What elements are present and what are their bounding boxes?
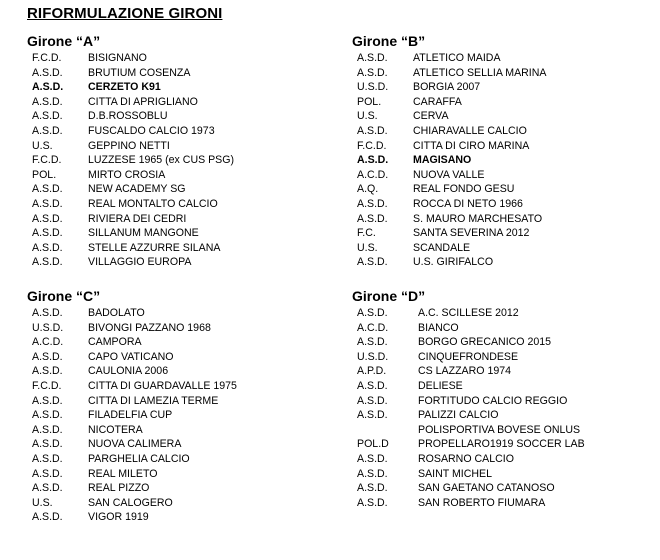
club-name: FORTITUDO CALCIO REGGIO <box>418 394 568 407</box>
group-b <box>352 32 652 270</box>
club-name: ATLETICO SELLIA MARINA <box>413 66 547 79</box>
club-row <box>27 168 327 183</box>
club-name: MIRTO CROSIA <box>88 168 166 181</box>
club-row <box>352 226 652 241</box>
club-name: NEW ACADEMY SG <box>88 183 186 196</box>
club-type-abbreviation: A.S.D. <box>32 212 63 225</box>
group-b-title: Girone “B” <box>352 33 426 49</box>
club-type-abbreviation: A.S.D. <box>32 256 63 269</box>
club-name: CAMPORA <box>88 336 142 349</box>
club-type-abbreviation: U.S.D. <box>32 321 64 334</box>
club-type-abbreviation: A.S.D. <box>357 124 388 137</box>
club-type-abbreviation: U.S. <box>357 241 378 254</box>
club-type-abbreviation: F.C.D. <box>32 379 62 392</box>
club-type-abbreviation: A.S.D. <box>32 409 63 422</box>
club-type-abbreviation: A.C.D. <box>32 336 64 349</box>
club-row <box>27 66 327 81</box>
club-type-abbreviation: A.S.D. <box>32 482 63 495</box>
group-d <box>352 287 652 510</box>
club-name: SAINT MICHEL <box>418 467 492 480</box>
club-name: MAGISANO <box>413 154 472 167</box>
club-name: BIANCO <box>418 321 459 334</box>
club-name: BORGO GRECANICO 2015 <box>418 336 552 349</box>
group-a-title: Girone “A” <box>27 33 101 49</box>
group-d-title: Girone “D” <box>352 288 426 304</box>
club-name: SAN GAETANO CATANOSO <box>418 482 555 495</box>
group-a-club-list <box>27 51 327 270</box>
club-type-abbreviation: A.S.D. <box>357 496 388 509</box>
club-name: LUZZESE 1965 (ex CUS PSG) <box>88 154 235 167</box>
club-type-abbreviation: U.S.D. <box>357 350 389 363</box>
club-name: BADOLATO <box>88 307 145 319</box>
club-name: SILLANUM MANGONE <box>88 227 199 240</box>
club-name: NUOVA VALLE <box>413 168 485 181</box>
club-row <box>352 496 652 511</box>
club-type-abbreviation: A.S.D. <box>32 467 63 480</box>
club-type-abbreviation: A.S.D. <box>32 365 63 378</box>
club-name: STELLE AZZURRE SILANA <box>88 241 221 254</box>
club-row <box>352 321 652 336</box>
club-name: BORGIA 2007 <box>413 81 481 94</box>
club-type-abbreviation: A.S.D. <box>32 307 63 319</box>
club-type-abbreviation: A.S.D. <box>357 154 389 167</box>
club-row <box>352 241 652 256</box>
club-type-abbreviation: U.S. <box>32 139 53 152</box>
club-type-abbreviation: A.S.D. <box>32 241 63 254</box>
club-type-abbreviation: A.S.D. <box>357 197 388 210</box>
club-name: ROSARNO CALCIO <box>418 452 514 465</box>
club-row <box>27 394 327 409</box>
club-row <box>352 109 652 124</box>
club-row <box>27 124 327 139</box>
club-type-abbreviation: A.S.D. <box>357 452 388 465</box>
club-row <box>27 467 327 482</box>
club-row <box>27 182 327 197</box>
club-name: SCANDALE <box>413 241 471 254</box>
club-row <box>352 379 652 394</box>
club-type-abbreviation: A.S.D. <box>32 511 63 524</box>
club-row <box>27 423 327 438</box>
club-name: S. MAURO MARCHESATO <box>413 212 543 225</box>
club-row <box>27 51 327 66</box>
club-type-abbreviation: F.C.D. <box>32 52 62 64</box>
club-type-abbreviation: A.S.D. <box>357 394 388 407</box>
club-type-abbreviation: A.S.D. <box>32 124 63 137</box>
club-type-abbreviation: A.S.D. <box>32 95 63 108</box>
club-row <box>352 394 652 409</box>
club-row <box>27 350 327 365</box>
club-type-abbreviation: A.S.D. <box>32 438 63 451</box>
club-name: ATLETICO MAIDA <box>413 52 501 64</box>
club-type-abbreviation: A.S.D. <box>32 394 63 407</box>
club-name: CITTA DI CIRO MARINA <box>413 139 530 152</box>
club-row <box>27 481 327 496</box>
club-name: RIVIERA DEI CEDRI <box>88 212 187 225</box>
club-type-abbreviation: U.S. <box>357 110 378 123</box>
club-name: CITTA DI LAMEZIA TERME <box>88 394 219 407</box>
club-row <box>27 80 327 95</box>
club-name: POLISPORTIVA BOVESE ONLUS <box>418 423 581 436</box>
club-type-abbreviation: A.S.D. <box>357 212 388 225</box>
club-type-abbreviation: A.S.D. <box>32 81 64 94</box>
club-row <box>352 335 652 350</box>
club-name: CERZETO K91 <box>88 81 161 94</box>
club-name: GEPPINO NETTI <box>88 139 170 152</box>
group-d-club-list <box>352 306 652 510</box>
club-type-abbreviation: A.S.D. <box>32 227 63 240</box>
club-name: FUSCALDO CALCIO 1973 <box>88 124 215 137</box>
club-row <box>27 437 327 452</box>
club-type-abbreviation: F.C. <box>357 227 376 240</box>
club-row <box>352 437 652 452</box>
club-type-abbreviation: A.S.D. <box>32 183 63 196</box>
group-c <box>27 287 327 525</box>
club-name: CERVA <box>413 110 449 123</box>
club-name: VILLAGGIO EUROPA <box>88 256 192 269</box>
club-type-abbreviation: A.S.D. <box>357 307 388 319</box>
club-type-abbreviation: A.S.D. <box>357 482 388 495</box>
club-name: BIVONGI PAZZANO 1968 <box>88 321 211 334</box>
club-type-abbreviation: A.Q. <box>357 183 379 196</box>
club-type-abbreviation: A.S.D. <box>357 336 388 349</box>
group-c-title: Girone “C” <box>27 288 101 304</box>
club-row <box>352 124 652 139</box>
club-row <box>27 364 327 379</box>
club-name: SANTA SEVERINA 2012 <box>413 227 530 240</box>
club-name: REAL PIZZO <box>88 482 150 495</box>
club-name: CARAFFA <box>413 95 462 108</box>
club-name: FILADELFIA CUP <box>88 409 173 422</box>
club-row <box>352 95 652 110</box>
club-row <box>27 321 327 336</box>
club-name: ROCCA DI NETO 1966 <box>413 197 523 210</box>
club-row <box>27 408 327 423</box>
club-type-abbreviation: A.S.D. <box>357 379 388 392</box>
club-row <box>27 379 327 394</box>
club-row <box>27 510 327 525</box>
club-name: PARGHELIA CALCIO <box>88 452 190 465</box>
club-row <box>27 335 327 350</box>
club-row <box>352 153 652 168</box>
club-name: SAN ROBERTO FIUMARA <box>418 496 546 509</box>
club-row <box>352 408 652 423</box>
club-name: NUOVA CALIMERA <box>88 438 182 451</box>
club-name: VIGOR 1919 <box>88 511 149 524</box>
club-row <box>27 306 327 321</box>
club-row <box>27 241 327 256</box>
club-name: PALIZZI CALCIO <box>418 409 499 422</box>
club-type-abbreviation: A.S.D. <box>357 66 388 79</box>
club-row <box>27 95 327 110</box>
club-row <box>27 452 327 467</box>
club-row <box>352 66 652 81</box>
club-row <box>352 255 652 270</box>
club-name: REAL MILETO <box>88 467 158 480</box>
club-name: CITTA DI APRIGLIANO <box>88 95 198 108</box>
club-name: PROPELLARO1919 SOCCER LAB <box>418 438 585 451</box>
club-row <box>27 496 327 511</box>
club-name: BRUTIUM COSENZA <box>88 66 191 79</box>
club-row <box>352 168 652 183</box>
club-name: CINQUEFRONDESE <box>418 350 519 363</box>
club-type-abbreviation: POL. <box>357 95 382 108</box>
club-name: NICOTERA <box>88 423 143 436</box>
club-type-abbreviation: F.C.D. <box>32 154 62 167</box>
club-row <box>352 452 652 467</box>
club-type-abbreviation: POL.D <box>357 438 389 451</box>
club-row <box>352 350 652 365</box>
club-name: D.B.ROSSOBLU <box>88 110 168 123</box>
club-type-abbreviation: POL. <box>32 168 57 181</box>
club-type-abbreviation: A.S.D. <box>32 66 63 79</box>
club-name: CAULONIA 2006 <box>88 365 169 378</box>
club-type-abbreviation: A.S.D. <box>357 256 388 269</box>
club-name: REAL MONTALTO CALCIO <box>88 197 218 210</box>
club-type-abbreviation: A.S.D. <box>32 110 63 123</box>
club-row <box>27 139 327 154</box>
document-title: RIFORMULAZIONE GIRONI <box>27 5 223 22</box>
club-row <box>27 153 327 168</box>
club-type-abbreviation: A.S.D. <box>357 467 388 480</box>
club-type-abbreviation: A.S.D. <box>32 452 63 465</box>
group-c-club-list <box>27 306 327 525</box>
club-type-abbreviation: A.S.D. <box>32 350 63 363</box>
club-name: CHIARAVALLE CALCIO <box>413 124 527 137</box>
club-type-abbreviation: A.S.D. <box>32 197 63 210</box>
club-name: DELIESE <box>418 379 463 392</box>
club-name: BISIGNANO <box>88 52 147 64</box>
club-row <box>27 197 327 212</box>
club-row <box>352 364 652 379</box>
club-row <box>352 51 652 66</box>
club-type-abbreviation: A.S.D. <box>32 423 63 436</box>
club-name: SAN CALOGERO <box>88 496 173 509</box>
club-row <box>27 109 327 124</box>
club-row <box>27 212 327 227</box>
club-row <box>27 226 327 241</box>
club-name: A.C. SCILLESE 2012 <box>418 307 519 319</box>
club-row <box>352 306 652 321</box>
club-type-abbreviation: A.S.D. <box>357 409 388 422</box>
club-row <box>352 197 652 212</box>
club-row <box>352 467 652 482</box>
club-name: CAPO VATICANO <box>88 350 174 363</box>
club-row <box>352 423 652 438</box>
club-row <box>352 80 652 95</box>
club-name: U.S. GIRIFALCO <box>413 256 494 269</box>
club-row <box>352 182 652 197</box>
club-type-abbreviation: A.S.D. <box>357 52 388 64</box>
club-name: REAL FONDO GESU <box>413 183 515 196</box>
club-row <box>352 212 652 227</box>
club-type-abbreviation: F.C.D. <box>357 139 387 152</box>
group-b-club-list <box>352 51 652 270</box>
club-type-abbreviation: A.C.D. <box>357 168 389 181</box>
group-a <box>27 32 327 270</box>
club-type-abbreviation: U.S.D. <box>357 81 389 94</box>
club-name: CS LAZZARO 1974 <box>418 365 512 378</box>
club-row <box>352 139 652 154</box>
club-type-abbreviation: A.P.D. <box>357 365 387 378</box>
club-row <box>27 255 327 270</box>
club-type-abbreviation: A.C.D. <box>357 321 389 334</box>
club-name: CITTA DI GUARDAVALLE 1975 <box>88 379 237 392</box>
club-row <box>352 481 652 496</box>
club-type-abbreviation: U.S. <box>32 496 53 509</box>
